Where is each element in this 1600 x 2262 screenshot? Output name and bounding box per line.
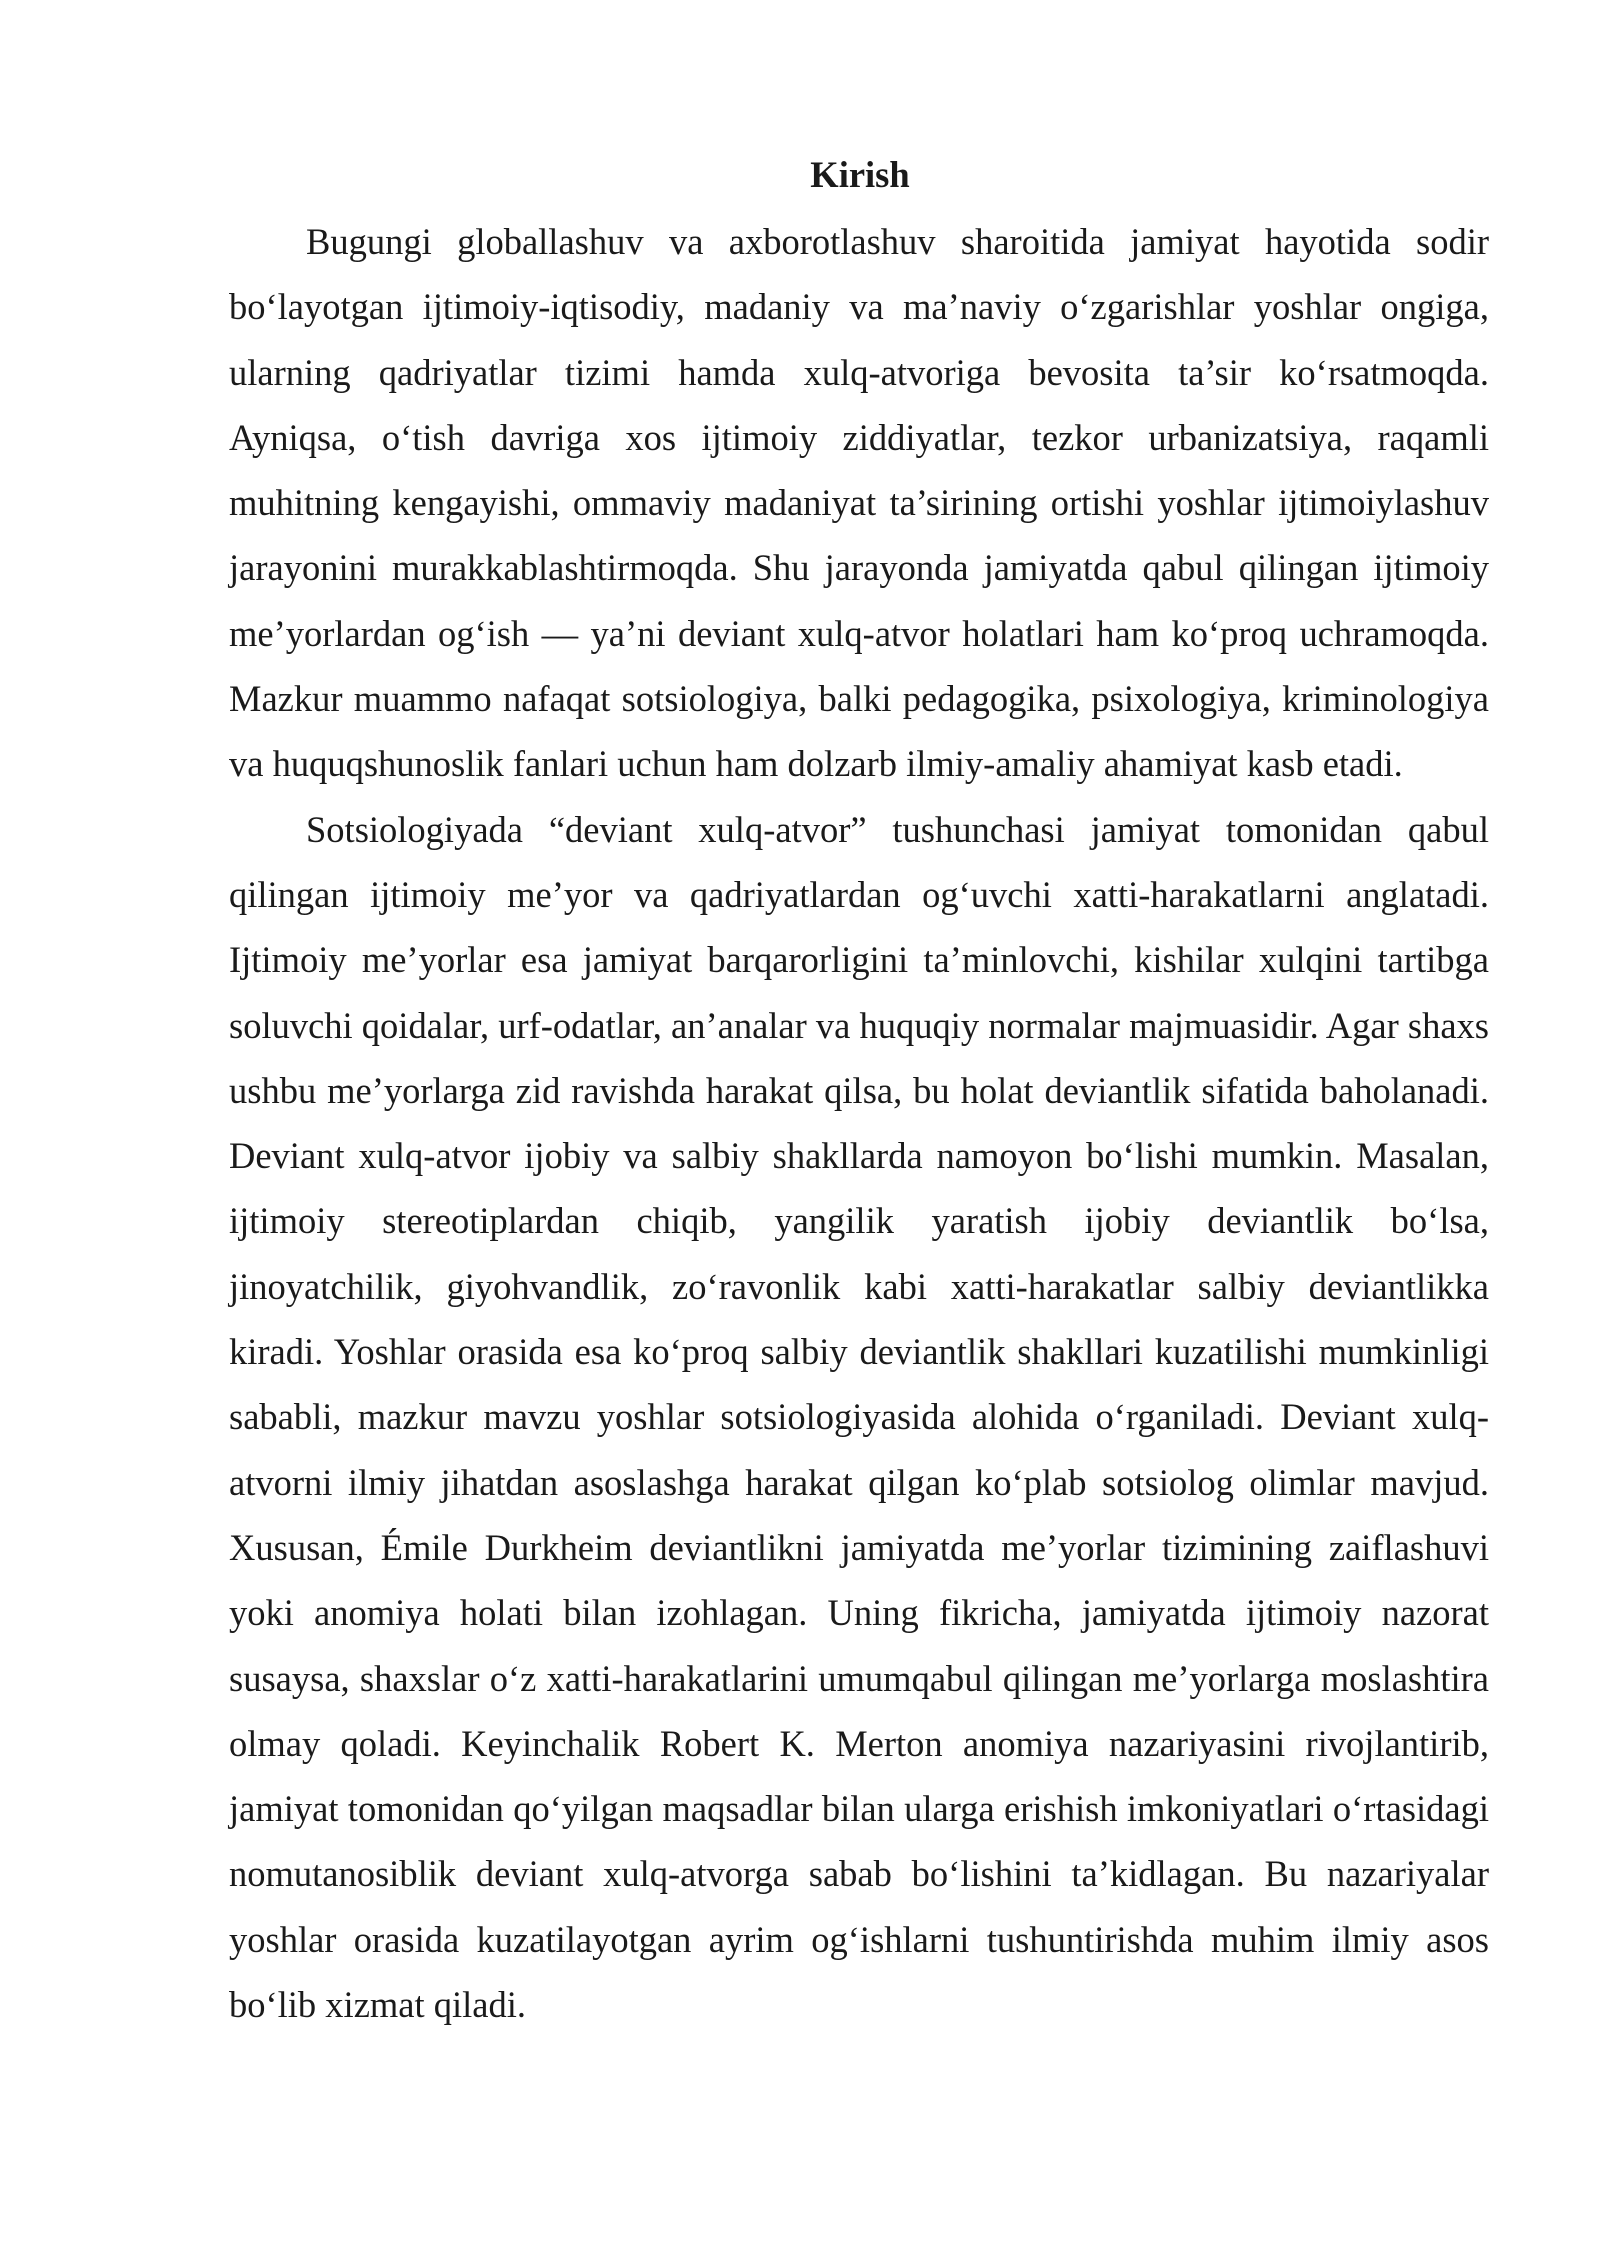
paragraph-deviant-behavior: Sotsiologiyada “deviant xulq-atvor” tushunchasi jamiyat tomonidan qabul qilingan ijtimoiy me’yor va qadriyatlardan og‘uvchi xatti-harakatlarni anglatadi. Ijtimoiy me’yorlar esa jamiyat barqarorligini ta’minlovchi, kishilar xulqini tartibga soluvchi qoidalar, urf-odatlar, an’analar va huquqiy normalar majmuasidir. Agar shaxs ushbu me’yorlarga zid ravishda harakat qilsa, bu holat deviantlik sifatida baholanadi. Deviant xulq-atvor ijobiy va salbiy shakllarda namoyon bo‘lishi mumkin. Masalan, ijtimoiy stereotiplardan chiqib, yangilik yaratish ijobiy deviantlik bo‘lsa, jinoyatchilik, giyohvandlik, zo‘ravonlik kabi xatti-harakatlar salbiy deviantlikka kiradi. Yoshlar orasida esa ko‘proq salbiy deviantlik shakllari kuzatilishi mumkinligi sababli, mazkur mavzu yoshlar sotsiologiyasida alohida o‘rganiladi. Deviant xulq-atvorni ilmiy jihatdan asoslashga harakat qilgan ko‘plab sotsiolog olimlar mavjud. Xususan, Émile Durkheim deviantlikni jamiyatda me’yorlar tizimining zaiflashuvi yoki anomiya holati bilan izohlagan. Uning fikricha, jamiyatda ijtimoiy nazorat susaysa, shaxslar o‘z xatti-harakatlarini umumqabul qilingan me’yorlarga moslashtira olmay qoladi. Keyinchalik Robert K. Merton anomiya nazariyasini rivojlantirib, jamiyat tomonidan qo‘yilgan maqsadlar bilan ularga erishish imkoniyatlari o‘rtasidagi nomutanosiblik deviant xulq-atvorga sabab bo‘lishini ta’kidlagan. Bu nazariyalar yoshlar orasida kuzatilayotgan ayrim og‘ishlarni tushuntirishda muhim ilmiy asos bo‘lib xizmat qiladi. bbox=[229, 808, 1489, 2026]
paragraph-intro: Bugungi globallashuv va axborotlashuv sharoitida jamiyat hayotida sodir bo‘layotgan ijtimoiy-iqtisodiy, madaniy va ma’naviy o‘zgarishlar yoshlar ongiga, ularning qadriyatlar tizimi hamda xulq-atvoriga bevosita ta’sir ko‘rsatmoqda. Ayniqsa, o‘tish davriga xos ijtimoiy ziddiyatlar, tezkor urbanizatsiya, raqamli muhitning kengayishi, ommaviy madaniyat ta’sirining ortishi yoshlar ijtimoiylashuv jarayonini murakkablashtirmoqda. Shu jarayonda jamiyatda qabul qilingan ijtimoiy me’yorlardan og‘ish — ya’ni deviant xulq-atvor holatlari ham ko‘proq uchramoqda. Mazkur muammo nafaqat sotsiologiya, balki pedagogika, psixologiya, kriminologiya va huquqshunoslik fanlari uchun ham dolzarb ilmiy-amaliy ahamiyat kasb etadi. bbox=[229, 221, 1489, 785]
section-title: Kirish bbox=[810, 154, 910, 195]
document-body bbox=[229, 150, 1489, 2037]
